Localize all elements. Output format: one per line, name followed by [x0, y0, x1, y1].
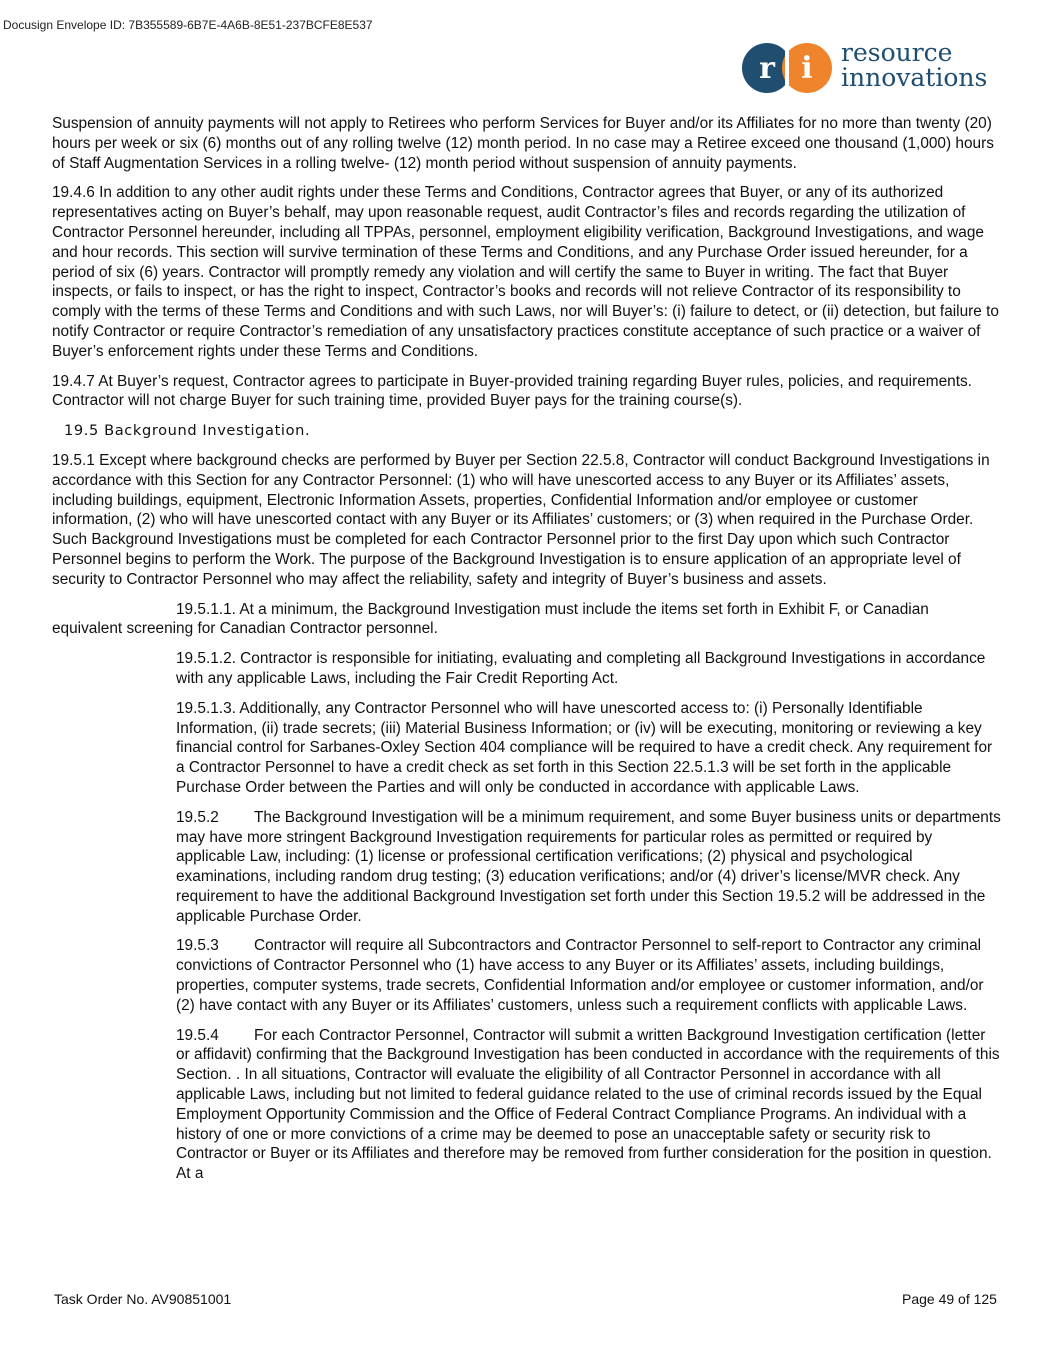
document-body — [52, 114, 1002, 1194]
paragraph-text: For each Contractor Personnel, Contractor will submit a written Background Investigation certification (letter or affidavit) confirming that the Background Investigation has been conducted in accordance with the requirements of this Section. . In all situations, Contractor will evaluate the eligibility of all Contractor Personnel in accordance with all applicable Laws, including but not limited to federal guidance related to the use of criminal records issued by the Equal Employment Opportunity Commission and the Office of Federal Contract Compliance Programs. An individual with a history of one or more convictions of a crime may be deemed to pose an unacceptable safety or security risk to Contractor or Buyer or its Affiliates and therefore may be removed from further consideration for the position in question. At a — [176, 1026, 1000, 1183]
paragraph-19-4-6: 19.4.6 In addition to any other audit rights under these Terms and Conditions, Contractor agrees that Buyer, or any of its authorized representatives acting on Buyer’s behalf, may upon reasonable request, audit Contractor’s files and records regarding the utilization of Contractor Personnel hereunder, including all TPPAs, personnel, employment eligibility verification, Background Investigations, and wage and hour records. This section will survive termination of these Terms and Conditions, and any Purchase Order issued hereunder, for a period of six (6) years. Contractor will promptly remedy any violation and will certify the same to Buyer in writing. The fact that Buyer inspects, or fails to inspect, or has the right to inspect, Contractor’s books and records will not relieve Contractor of its responsibility to comply with the terms of these Terms and Conditions and with such Laws, nor will Buyer’s: (i) failure to detect, or (ii) detection, but failure to notify Contractor or require Contractor’s remediation of any unsatisfactory practices constitute acceptance of such practice or a waiver of Buyer’s enforcement rights under these Terms and Conditions. — [52, 184, 999, 360]
section-number: 19.5.4 — [176, 1026, 219, 1044]
paragraph-19-5-3 — [176, 936, 1002, 1015]
logo-mark-r: r — [759, 51, 775, 86]
paragraph-19-4-7: 19.4.7 At Buyer’s request, Contractor agrees to participate in Buyer-provided training regarding Buyer rules, policies, and requirements. Contractor will not charge Buyer for such training time, provided Buyer pays for the training course(s). — [52, 372, 972, 410]
logo-mark-i: i — [801, 51, 813, 86]
paragraph-annuity: Suspension of annuity payments will not apply to Retirees who perform Services for Buyer and/or its Affiliates for no more than twenty (20) hours per week or six (6) months out of any rolling twelve (12) month period. In no case may a Retiree exceed one thousand (1,000) hours of Staff Augmentation Services in a rolling twelve- (12) month period without suspension of annuity payments. — [52, 115, 994, 172]
paragraph-text: The Background Investigation will be a minimum requirement, and some Buyer business units or departments may have more stringent Background Investigation requirements for particular roles as permitted or required by applicable Law, including: (1) license or professional certification verifications; (2) physical and psychological examinations, including random drug testing; (3) education verifications; and/or (4) driver’s license/MVR check. Any requirement to have the additional Background Investigation set forth under this Section 19.5.2 will be addressed in the applicable Purchase Order. — [176, 808, 1001, 925]
paragraph-text: Contractor will require all Subcontractors and Contractor Personnel to self-report to Contractor any criminal convictions of Contractor Personnel who (1) have access to any Buyer or its Affiliates’ assets, including buildings, properties, computer systems, trade secrets, Confidential Information and/or employee or customer information, and/or (2) have contact with any Buyer or its Affiliates’ customers, unless such a requirement conflicts with applicable Laws. — [176, 937, 984, 1014]
logo-text — [841, 40, 987, 90]
paragraph-19-5-1: 19.5.1 Except where background checks are performed by Buyer per Section 22.5.8, Contractor will conduct Background Investigations in accordance with this Section for any Contractor Personnel: (1) who will have unescorted access to any Buyer or its Affiliates’ assets, including buildings, equipment, Electronic Information Assets, properties, Confidential Information and/or employee or customer information, (2) who will have unescorted contact with any Buyer or its Affiliates’ customers; or (3) when required in the Purchase Order. Such Background Investigations must be completed for each Contractor Personnel prior to the first Day upon which such Contractor Personnel begins to perform the Work. The purpose of the Background Investigation is to ensure application of an appropriate level of security to Contractor Personnel who may affect the reliability, safety and integrity of Buyer’s business and assets. — [52, 451, 990, 588]
paragraph-19-5-1-1: 19.5.1.1. At a minimum, the Background Investigation must include the items set forth in Exhibit F, or Canadian equivalent screening for Canadian Contractor personnel. — [52, 600, 929, 638]
paragraph-19-5-2 — [176, 808, 1002, 927]
logo-line-2: innovations — [841, 63, 988, 92]
section-number: 19.5.2 — [176, 808, 219, 826]
section-heading-19-5: 19.5 Background Investigation. — [64, 422, 311, 440]
company-logo — [741, 40, 1011, 96]
footer-task-order: Task Order No. AV90851001 — [54, 1291, 232, 1307]
section-number: 19.5.3 — [176, 937, 219, 955]
envelope-id: Docusign Envelope ID: 7B355589-6B7E-4A6B-8E51-237BCFE8E537 — [3, 18, 373, 32]
paragraph-19-5-1-2: 19.5.1.2. Contractor is responsible for initiating, evaluating and completing all Background Investigations in accordance with any applicable Laws, including the Fair Credit Reporting Act. — [176, 650, 986, 687]
logo-mark-icon — [741, 40, 841, 96]
paragraph-19-5-1-3: 19.5.1.3. Additionally, any Contractor Personnel who will have unescorted access to: (i) Personally Identifiable Information, (ii) trade secrets; (iii) Material Business Information; or (iv) will be executing, monitoring or reviewing a key financial control for Sarbanes-Oxley Section 404 compliance will be required to have a credit check. Any requirement for a Contractor Personnel to have a credit check as set forth in this Section 22.5.1.3 will be set forth in the applicable Purchase Order between the Parties and will only be conducted in accordance with applicable Laws. — [176, 699, 993, 796]
paragraph-19-5-4 — [176, 1026, 1002, 1184]
logo-line-1: resource — [841, 38, 953, 67]
footer-page-number: Page 49 of 125 — [902, 1291, 997, 1307]
